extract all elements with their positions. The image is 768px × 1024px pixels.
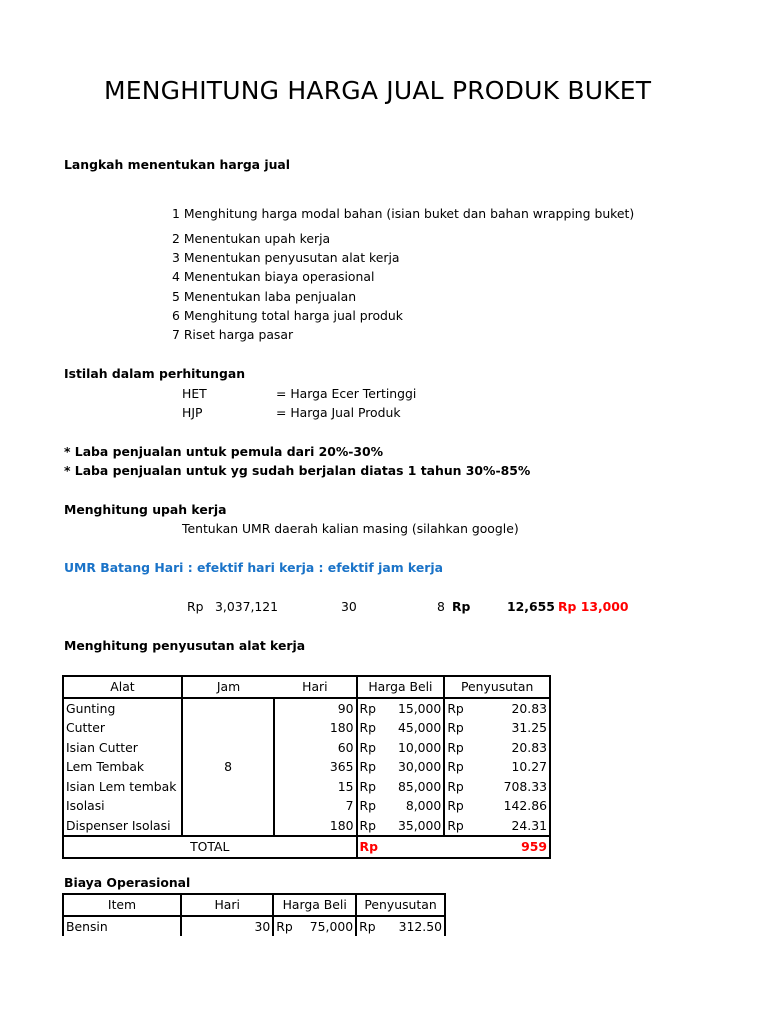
header-hari: Hari <box>181 894 273 916</box>
cell-hari: 15 <box>274 777 356 797</box>
header-harga-beli: Harga Beli <box>357 676 445 698</box>
cell-alat: Isian Lem tembak <box>63 777 182 797</box>
header-item: Item <box>63 894 181 916</box>
currency-label: Rp <box>447 759 464 775</box>
cell-alat: Dispenser Isolasi <box>63 816 182 837</box>
currency-label: Rp <box>359 720 377 736</box>
cell-hari: 90 <box>274 698 356 719</box>
penyusutan-value: 10.27 <box>511 759 547 775</box>
hourly-wage-rounded: Rp 13,000 <box>558 599 629 614</box>
umr-hours: 8 <box>437 599 445 614</box>
cell-jam: 8 <box>182 698 274 837</box>
cell-item: Bensin <box>63 916 181 937</box>
total-label: TOTAL <box>63 836 357 858</box>
umr-value: 3,037,121 <box>215 599 279 614</box>
step-item: 3 Menentukan penyusutan alat kerja <box>172 250 400 265</box>
cell-penyusutan <box>356 916 445 937</box>
step-item: 6 Menghitung total harga jual produk <box>172 308 403 323</box>
currency-label: Rp <box>359 778 377 794</box>
currency-label: Rp <box>276 918 293 934</box>
currency-label: Rp <box>447 798 464 814</box>
cell-penyusutan <box>444 738 550 758</box>
header-jam: Jam <box>182 676 274 698</box>
step-item: 4 Menentukan biaya operasional <box>172 269 375 284</box>
cell-harga-beli <box>357 796 445 816</box>
wage-instruction: Tentukan UMR daerah kalian masing (silahkan google) <box>182 521 519 536</box>
harga-value: 85,000 <box>397 778 442 794</box>
cell-penyusutan <box>444 698 550 719</box>
penyusutan-value: 312.50 <box>398 918 442 934</box>
cell-harga-beli <box>357 718 445 738</box>
operational-heading: Biaya Operasional <box>64 875 191 890</box>
harga-value: 8,000 <box>405 798 442 814</box>
cell-alat: Isolasi <box>63 796 182 816</box>
cell-harga-beli <box>357 816 445 837</box>
currency-label: Rp <box>447 739 464 755</box>
currency-label: Rp <box>447 778 464 794</box>
step-item: 1 Menghitung harga modal bahan (isian buket dan bahan wrapping buket) <box>172 206 635 221</box>
table-header-row <box>63 676 550 698</box>
profit-note: * Laba penjualan untuk yg sudah berjalan diatas 1 tahun 30%-85% <box>64 463 531 478</box>
total-value: 959 <box>521 839 547 855</box>
table-header-row <box>63 894 445 916</box>
penyusutan-value: 142.86 <box>503 798 547 814</box>
cell-harga-beli <box>357 777 445 797</box>
cell-penyusutan <box>444 757 550 777</box>
table-row <box>63 698 550 719</box>
cell-hari: 180 <box>274 718 356 738</box>
currency-label: Rp <box>359 739 377 755</box>
currency-label: Rp <box>359 817 377 833</box>
harga-value: 30,000 <box>397 759 442 775</box>
term-abbr: HJP <box>182 405 203 420</box>
cell-alat: Cutter <box>63 718 182 738</box>
table-row <box>63 757 550 777</box>
table-total-row <box>63 836 550 858</box>
header-penyusutan: Penyusutan <box>444 676 550 698</box>
harga-value: 75,000 <box>309 918 354 934</box>
cell-harga-beli <box>357 698 445 719</box>
header-hari: Hari <box>274 676 356 698</box>
cell-penyusutan <box>444 816 550 837</box>
penyusutan-value: 24.31 <box>511 817 547 833</box>
umr-days: 30 <box>341 599 357 614</box>
harga-value: 45,000 <box>397 720 442 736</box>
header-harga-beli: Harga Beli <box>273 894 356 916</box>
cell-penyusutan <box>444 796 550 816</box>
step-item: 5 Menentukan laba penjualan <box>172 289 357 304</box>
cell-hari: 60 <box>274 738 356 758</box>
harga-value: 10,000 <box>397 739 442 755</box>
currency-label: Rp <box>359 759 377 775</box>
currency-label: Rp <box>359 918 376 934</box>
currency-label: Rp <box>359 700 377 716</box>
total-currency: Rp <box>359 839 378 855</box>
cell-alat: Lem Tembak <box>63 757 182 777</box>
cell-penyusutan <box>444 718 550 738</box>
cell-harga-beli <box>357 757 445 777</box>
table-row <box>63 738 550 758</box>
penyusutan-value: 31.25 <box>511 720 547 736</box>
cell-hari: 7 <box>274 796 356 816</box>
wage-heading: Menghitung upah kerja <box>64 502 227 517</box>
profit-note: * Laba penjualan untuk pemula dari 20%-30% <box>64 444 384 459</box>
table-row <box>63 796 550 816</box>
penyusutan-value: 20.83 <box>511 739 547 755</box>
cell-hari: 365 <box>274 757 356 777</box>
cell-harga-beli <box>273 916 356 937</box>
cell-hari: 180 <box>274 816 356 837</box>
table-row <box>63 718 550 738</box>
header-alat: Alat <box>63 676 182 698</box>
page-title: MENGHITUNG HARGA JUAL PRODUK BUKET <box>104 76 652 105</box>
depreciation-table <box>62 675 551 859</box>
umr-label: UMR Batang Hari : efektif hari kerja : efektif jam kerja <box>64 560 443 575</box>
currency-label: Rp <box>447 817 464 833</box>
table-row <box>63 916 445 937</box>
steps-heading: Langkah menentukan harga jual <box>64 157 291 172</box>
cell-hari: 30 <box>181 916 273 937</box>
harga-value: 15,000 <box>397 700 442 716</box>
currency-label: Rp <box>447 720 464 736</box>
term-definition: = Harga Jual Produk <box>276 405 401 420</box>
total-cell <box>357 836 550 858</box>
cell-harga-beli <box>357 738 445 758</box>
header-penyusutan: Penyusutan <box>356 894 445 916</box>
term-definition: = Harga Ecer Tertinggi <box>276 386 417 401</box>
table-row <box>63 816 550 837</box>
table-row <box>63 777 550 797</box>
depreciation-heading: Menghitung penyusutan alat kerja <box>64 638 306 653</box>
harga-value: 35,000 <box>397 817 442 833</box>
step-item: 7 Riset harga pasar <box>172 327 294 342</box>
umr-currency: Rp <box>187 599 204 614</box>
operational-table <box>62 893 446 936</box>
currency-label: Rp <box>447 700 464 716</box>
hourly-wage: 12,655 <box>507 599 555 614</box>
penyusutan-value: 20.83 <box>511 700 547 716</box>
terms-heading: Istilah dalam perhitungan <box>64 366 246 381</box>
term-abbr: HET <box>182 386 207 401</box>
cell-penyusutan <box>444 777 550 797</box>
cell-alat: Isian Cutter <box>63 738 182 758</box>
cell-alat: Gunting <box>63 698 182 719</box>
step-item: 2 Menentukan upah kerja <box>172 231 331 246</box>
penyusutan-value: 708.33 <box>503 778 547 794</box>
hourly-currency: Rp <box>452 599 471 614</box>
currency-label: Rp <box>359 798 377 814</box>
